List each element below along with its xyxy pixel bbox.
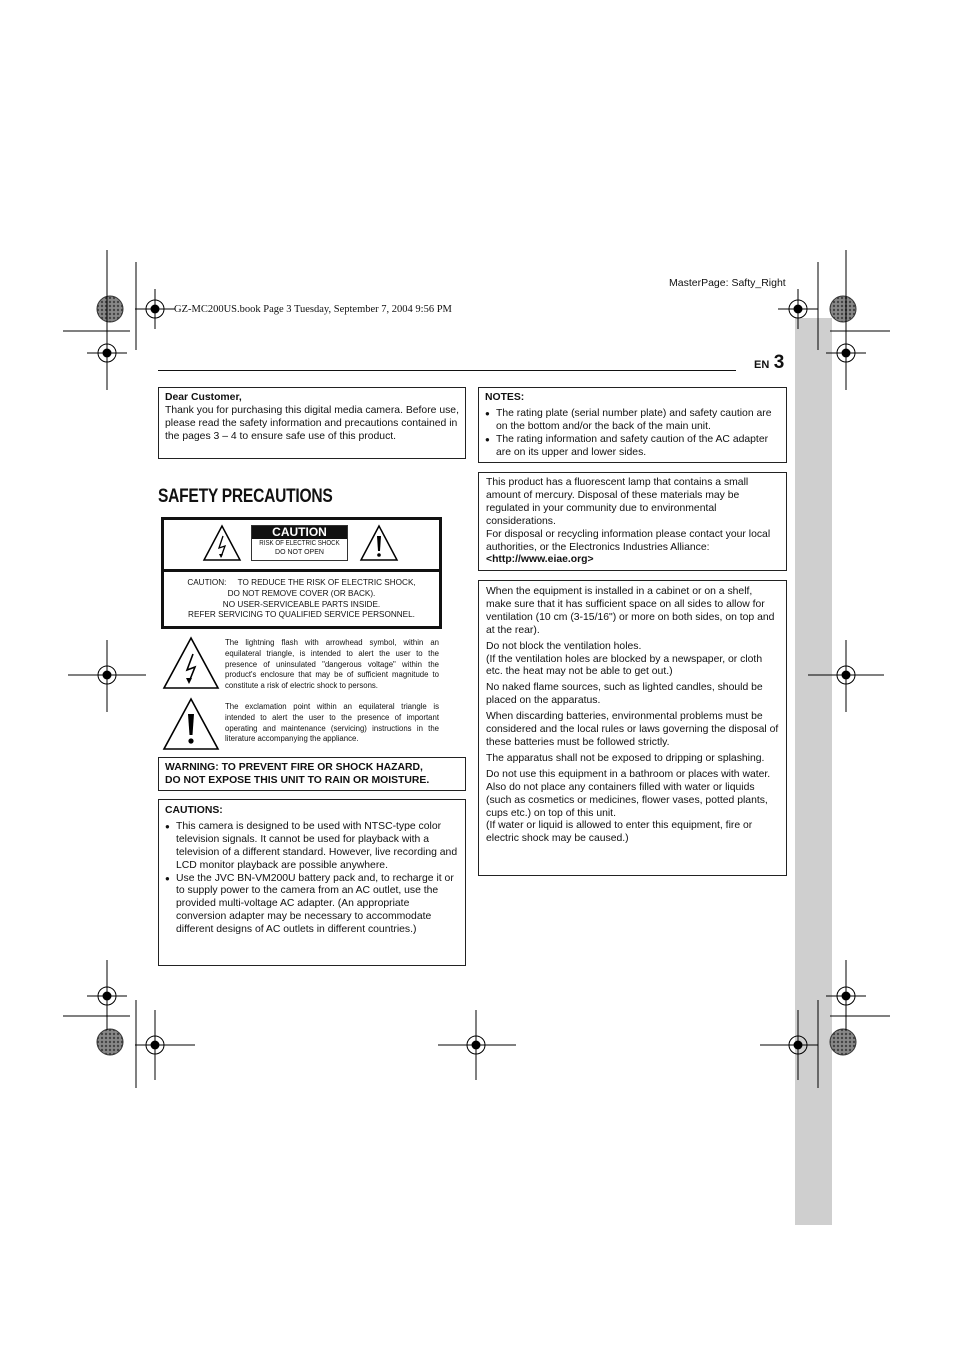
mercury-box xyxy=(478,472,787,571)
note-item: ● The rating plate (serial number plate) and safety caution are on the bottom and/or the back of the main unit. xyxy=(485,408,780,434)
risk-line-1: RISK OF ELECTRIC SHOCK xyxy=(259,540,340,547)
dear-customer-body: Thank you for purchasing this digital media camera. Before use, please read the safety information and precautions contained in the pages 3 – 4 to ensure safe use of this product. xyxy=(165,404,459,442)
exclamation-symbol-description: The exclamation point within an equilateral triangle is intended to alert the user to the presence of important operating and maintenance (servicing) instructions in the literature accompanying the appliance. xyxy=(225,702,439,744)
page-number-value: 3 xyxy=(773,352,785,373)
lightning-symbol-icon xyxy=(162,636,220,690)
caution-label-top xyxy=(164,520,439,572)
cautions-box xyxy=(158,799,466,966)
cautions-heading: CAUTIONS: xyxy=(165,805,223,816)
install-paragraph: Do not use this equipment in a bathroom or places with water. Also do not place any containers filled with water or liquids (such as cosmetics or medicines, flower vases, potted plants, cups etc.) on top of this unit. (If water or liquid is allowed to enter this equipment, fire or electric shock may be caused.) xyxy=(486,768,771,845)
install-paragraph: When discarding batteries, environmental problems must be considered and the local rules or laws governing the disposal of these batteries must be followed strictly. xyxy=(486,711,779,748)
risk-line-2: DO NOT OPEN xyxy=(275,549,324,556)
exclamation-symbol-icon xyxy=(162,697,220,751)
page-title: SAFETY PRECAUTIONS xyxy=(158,486,333,507)
mercury-paragraph-2: For disposal or recycling information please contact your local authorities, or the Electronics Industries Alliance: xyxy=(486,528,771,553)
exclamation-warning-icon xyxy=(359,524,399,562)
install-paragraph: When the equipment is installed in a cabinet or on a shelf, make sure that it has sufficient space on all sides to allow for ventilation (10 cm (3-15/16") or more on both sides, on top and at the rear). xyxy=(486,586,775,636)
language-code: EN xyxy=(754,359,770,371)
page-number xyxy=(754,352,784,374)
install-paragraph: Do not block the ventilation holes. (If the ventilation holes are blocked by a newspaper, or cloth etc. the heat may not be able to get out.) xyxy=(486,640,763,678)
dear-customer-heading: Dear Customer, xyxy=(165,392,242,403)
notes-heading: NOTES: xyxy=(485,392,525,403)
caution-line-1: CAUTION: TO REDUCE THE RISK OF ELECTRIC SHOCK, xyxy=(187,578,416,587)
caution-line-4: REFER SERVICING TO QUALIFIED SERVICE PERSONNEL. xyxy=(188,610,415,620)
header-rule xyxy=(158,370,736,371)
caution-line-2: DO NOT REMOVE COVER (OR BACK). xyxy=(227,588,376,598)
caution-label xyxy=(161,517,442,629)
note-item: ● The rating information and safety caution of the AC adapter are on its upper and lower sides. xyxy=(485,434,780,460)
file-info: GZ-MC200US.book Page 3 Tuesday, September 7, 2004 9:56 PM xyxy=(174,304,452,315)
caution-badge-box xyxy=(251,525,348,561)
caution-line-3: NO USER-SERVICEABLE PARTS INSIDE. xyxy=(222,599,381,609)
dear-customer-box xyxy=(158,387,466,459)
mercury-paragraph-1: This product has a fluorescent lamp that contains a small amount of mercury. Disposal of these materials may be regulated in your community due to environmental considerations. xyxy=(486,477,749,527)
eia-url: <http://www.eiae.org> xyxy=(486,554,594,566)
installation-box xyxy=(478,580,787,876)
notes-box xyxy=(478,387,787,463)
warning-line-1: WARNING: TO PREVENT FIRE OR SHOCK HAZARD, xyxy=(165,762,423,773)
install-paragraph: The apparatus shall not be exposed to dripping or splashing. xyxy=(486,752,765,764)
warning-box xyxy=(158,757,466,791)
caution-badge: CAUTION xyxy=(252,526,347,539)
caution-item: ● Use the JVC BN-VM200U battery pack and, to recharge it or to supply power to the camera from an AC outlet, use the provided multi-voltage AC adapter. (An appropriate conversion adapter may be necessary to accommodate different designs of AC outlets in different countries.) xyxy=(165,873,459,938)
masterpage-label: MasterPage: Safty_Right xyxy=(669,277,786,289)
caution-label-text xyxy=(164,578,439,621)
install-paragraph: No naked flame sources, such as lighted candles, should be placed on the apparatus. xyxy=(486,682,763,707)
lightning-warning-icon xyxy=(202,524,242,562)
warning-line-2: DO NOT EXPOSE THIS UNIT TO RAIN OR MOISTURE. xyxy=(165,774,430,786)
caution-item: ● This camera is designed to be used with NTSC-type color television signals. It cannot be used for playback with a television of a different standard. However, live recording and LCD monitor playback are possible anywhere. xyxy=(165,821,459,873)
lightning-symbol-description: The lightning flash with arrowhead symbol, within an equilateral triangle, is intended to alert the user to the presence of uninsulated "dangerous voltage" within the product's enclosure that may be of sufficient magnitude to constitute a risk of electric shock to persons. xyxy=(225,638,439,691)
